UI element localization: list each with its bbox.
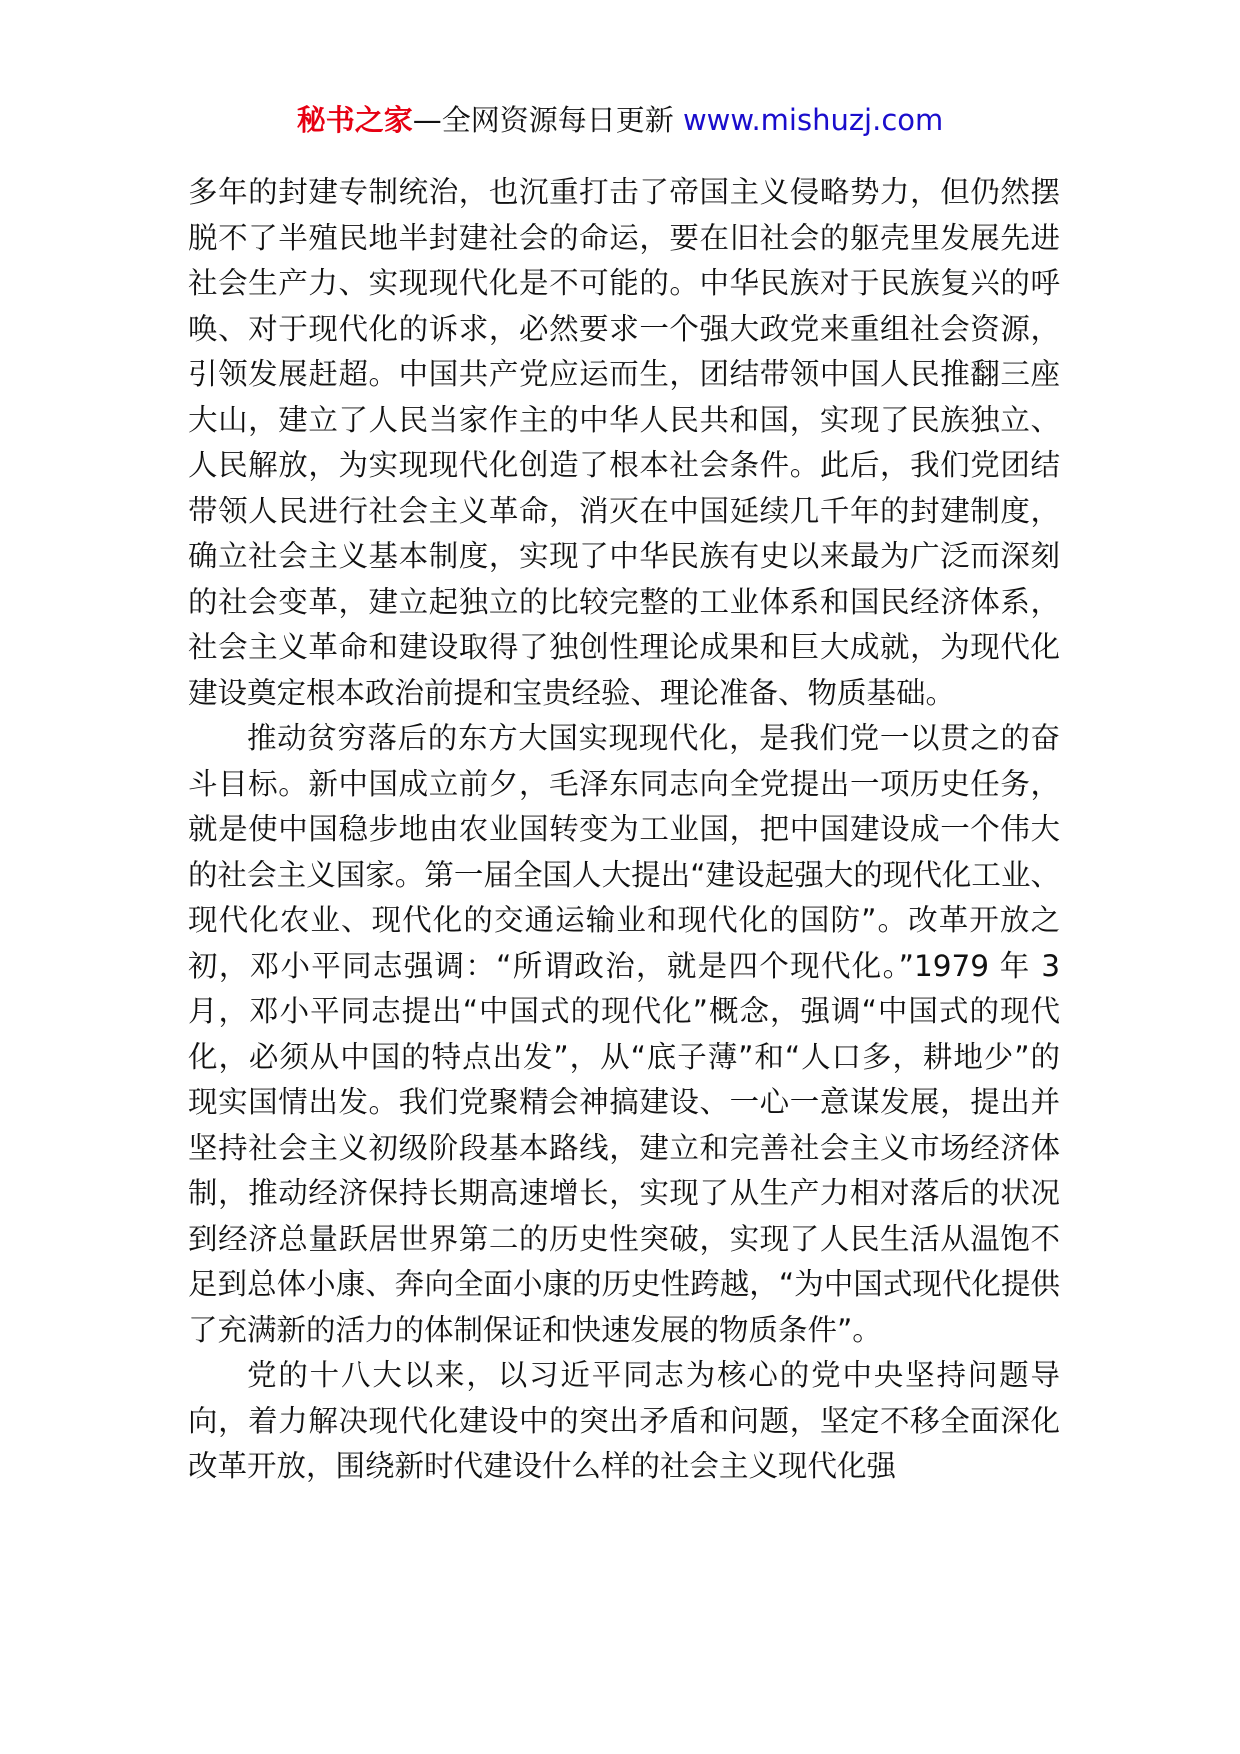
- brand-name: 秘书之家: [296, 103, 413, 137]
- document-body: [188, 170, 1060, 1490]
- site-url-link[interactable]: www.mishuzj.com: [682, 103, 944, 137]
- header-tagline: —全网资源每日更新: [412, 103, 683, 137]
- page-header: [0, 100, 1240, 140]
- paragraph-3: 党的十八大以来，以习近平同志为核心的党中央坚持问题导向，着力解决现代化建设中的突出矛盾和问题，坚定不移全面深化改革开放，围绕新时代建设什么样的社会主义现代化强: [188, 1358, 1060, 1483]
- paragraph-2: 推动贫穷落后的东方大国实现现代化，是我们党一以贯之的奋斗目标。新中国成立前夕，毛泽东同志向全党提出一项历史任务，就是使中国稳步地由农业国转变为工业国，把中国建设成一个伟大的社会主义国家。第一届全国人大提出“建设起强大的现代化工业、现代化农业、现代化的交通运输业和现代化的国防”。改革开放之初，邓小平同志强调：“所谓政治，就是四个现代化。”1979 年 3 月，邓小平同志提出“中国式的现代化”概念，强调“中国式的现代化，必须从中国的特点出发”，从“底子薄”和“人口多，耕地少”的现实国情出发。我们党聚精会神搞建设、一心一意谋发展，提出并坚持社会主义初级阶段基本路线，建立和完善社会主义市场经济体制，推动经济保持长期高速增长，实现了从生产力相对落后的状况到经济总量跃居世界第二的历史性突破，实现了人民生活从温饱不足到总体小康、奔向全面小康的历史性跨越，“为中国式现代化提供了充满新的活力的体制保证和快速发展的物质条件”。: [188, 721, 1060, 1347]
- paragraph-1: 多年的封建专制统治，也沉重打击了帝国主义侵略势力，但仍然摆脱不了半殖民地半封建社会的命运，要在旧社会的躯壳里发展先进社会生产力、实现现代化是不可能的。中华民族对于民族复兴的呼唤、对于现代化的诉求，必然要求一个强大政党来重组社会资源，引领发展赶超。中国共产党应运而生，团结带领中国人民推翻三座大山，建立了人民当家作主的中华人民共和国，实现了民族独立、人民解放，为实现现代化创造了根本社会条件。此后，我们党团结带领人民进行社会主义革命，消灭在中国延续几千年的封建制度，确立社会主义基本制度，实现了中华民族有史以来最为广泛而深刻的社会变革，建立起独立的比较完整的工业体系和国民经济体系，社会主义革命和建设取得了独创性理论成果和巨大成就，为现代化建设奠定根本政治前提和宝贵经验、理论准备、物质基础。: [188, 175, 1060, 710]
